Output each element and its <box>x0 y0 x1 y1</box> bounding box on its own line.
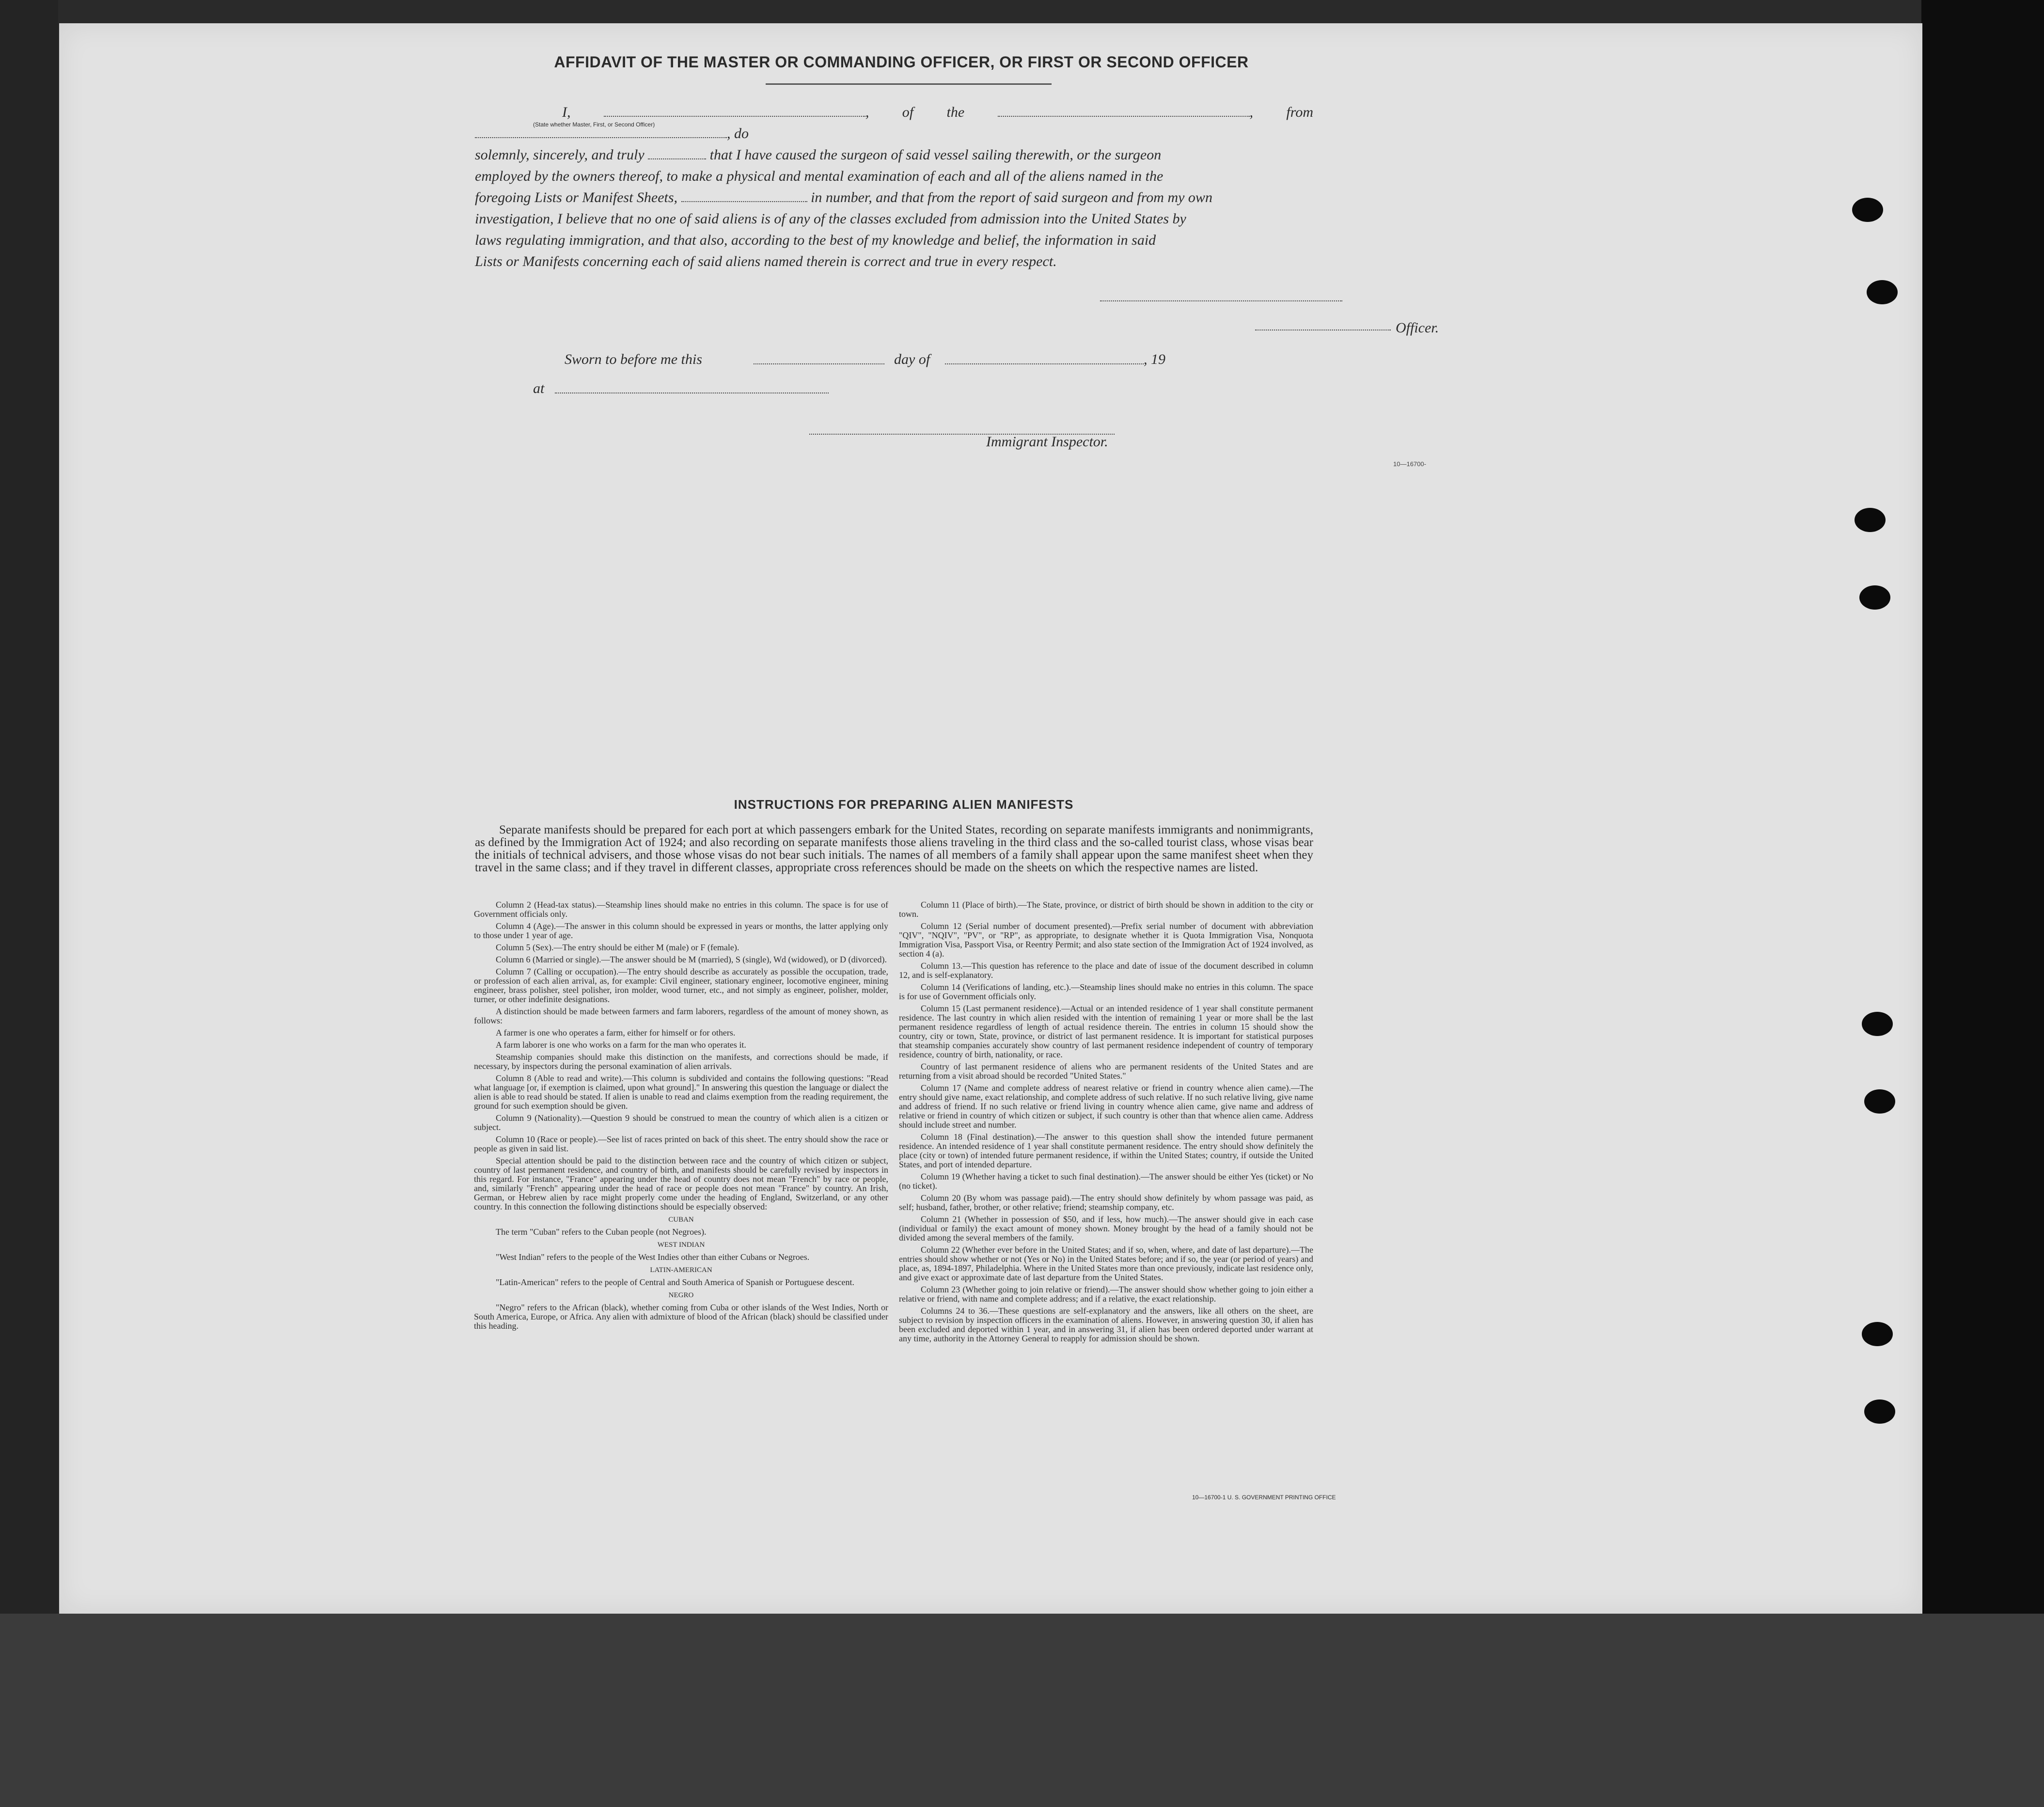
affidavit-line6: laws regulating immigration, and that also, according to the best of my knowledge and belief, the information in said <box>475 232 1156 248</box>
affirm-blank[interactable] <box>648 145 706 159</box>
instruction-paragraph: A farm laborer is one who works on a farm for the man who operates it. <box>496 1040 746 1050</box>
affidavit-line3: employed by the owners thereof, to make a physical and mental examination of each and all of the aliens named in the <box>475 168 1164 184</box>
affidavit-from: , from <box>1249 104 1313 120</box>
affidavit-line4a: foregoing Lists or Manifest Sheets, <box>475 189 678 205</box>
instruction-paragraph: Column 8 (Able to read and write).—This column is subdivided and contains the following questions: "Read what language [or, if exemption is claimed, upon what ground]." In answering this question the language or dialect the alien is able to read should be stated. If alien is unable to read and claims exemption from the reading requirement, the ground for such exemption should be given. <box>474 1073 888 1111</box>
day-of-label: day of <box>894 351 930 367</box>
affidavit-line4b: in number, and that from the report of said surgeon and from my own <box>811 189 1212 205</box>
instruction-paragraph: A farmer is one who operates a farm, either for himself or for others. <box>496 1028 736 1037</box>
west-indian-heading: WEST INDIAN <box>657 1241 705 1249</box>
instruction-paragraph: Column 5 (Sex).—The entry should be either M (male) or F (female). <box>496 943 739 952</box>
instruction-paragraph: Column 2 (Head-tax status).—Steamship lines should make no entries in this column. The space is for use of Government officials only. <box>474 900 888 919</box>
instructions-intro: Separate manifests should be prepared for each port at which passengers embark for the United States, recording on separate manifests immigrants and nonimmigrants, as defined by the Immigration Act of 1924; and also recording on separate manifests those aliens traveling in the third class and the so-called tourist class, whose visas bear the initials of technical advisers, and those whose visas do not bear such initials. The names of all members of a family shall appear upon the same manifest sheet when they travel in the same class; and if they travel in different classes, appropriate cross references should be made on the sheets on which the respective names are listed. <box>475 823 1313 874</box>
cuban-text: The term "Cuban" refers to the Cuban people (not Negroes). <box>496 1227 707 1237</box>
instruction-paragraph: Column 15 (Last permanent residence).—Actual or an intended residence of 1 year shall constitute permanent residence. The last country in which alien resided with the intention of remaining 1 year or more shall be the last permanent residence regardless of length of actual residence therein. The entries in column 15 should show the country, city or town, State, province, or district of last permanent residence. It is important for statistical purposes that steamship companies accurately show country of last permanent residence independent of country of temporary residence, country of birth, nationality, or race. <box>899 1004 1313 1059</box>
scan-border-bottom <box>0 1614 2044 1807</box>
instruction-paragraph: Column 4 (Age).—The answer in this column should be expressed in years or months, the latter applying only to those under 1 year of age. <box>474 921 888 940</box>
affidavit-do: , do <box>727 126 749 141</box>
punch-hole <box>1862 1322 1893 1346</box>
instruction-paragraph: Column 12 (Serial number of document presented).—Prefix serial number of document with abbreviation "QIV", "NQIV", "PV", or "RP", as appropriate, to designate whether it is Quota Immigration Visa, Nonquota Immigration Visa, Passport Visa, or Reentry Permit; and also state section of the Immigration Act of 1924 involved, as section 4 (a). <box>899 921 1313 958</box>
instruction-paragraph: Column 20 (By whom was passage paid).—The entry should show definitely by whom passage was paid, as self; husband, father, brother, or other relative; friend; steamship company, etc. <box>899 1193 1313 1212</box>
instructions-title: INSTRUCTIONS FOR PREPARING ALIEN MANIFESTS <box>734 797 1074 812</box>
punch-hole <box>1862 1012 1893 1036</box>
instruction-paragraph: Column 21 (Whether in possession of $50, and if less, how much).—The answer should give in each case (individual or family) the exact amount of money shown. Money brought by the head of a family should not be divided among the several members of the family. <box>899 1214 1313 1242</box>
instruction-paragraph: Country of last permanent residence of aliens who are permanent residents of the United States and are returning from a visit abroad should be recorded "United States." <box>899 1062 1313 1081</box>
form-code: 10—16700- <box>1393 460 1426 468</box>
instruction-paragraph: Special attention should be paid to the distinction between race and the country of which citizen or subject, country of last permanent residence, and country of birth, and manifests should be carefully revised by inspectors in this regard. For instance, "France" appearing under the head of country does not mean "French" by race or people, and, similarly "French" appearing under the head of race or people does not mean "France" by country. An Irish, German, or Hebrew alien by race might properly come under the heading of England, Switzerland, or any other country. In this connection the following distinctions should be especially observed: <box>474 1156 888 1211</box>
vessel-name-blank[interactable] <box>998 102 1250 117</box>
instruction-paragraph: Column 9 (Nationality).—Question 9 should be construed to mean the country of which alien is a citizen or subject. <box>474 1113 888 1132</box>
affidavit-line7: Lists or Manifests concerning each of said aliens named therein is correct and true in every respect. <box>475 253 1057 269</box>
negro-text: "Negro" refers to the African (black), whether coming from Cuba or other islands of the West Indies, North or South America, Europe, or Africa. Any alien with admixture of blood of the African (black) should be classified under this heading. <box>474 1303 888 1331</box>
instruction-paragraph: Column 19 (Whether having a ticket to such final destination).—The answer should be either Yes (ticket) or No (no ticket). <box>899 1172 1313 1191</box>
scan-border-right <box>1921 0 2044 1807</box>
sworn-label: Sworn to before me this <box>565 351 702 367</box>
instruction-paragraph: Column 14 (Verifications of landing, etc.).—Steamship lines should make no entries in this column. The space is for use of Government officials only. <box>899 982 1313 1001</box>
instruction-paragraph: Column 11 (Place of birth).—The State, province, or district of birth should be shown in addition to the city or town. <box>899 900 1313 919</box>
punch-hole <box>1864 1399 1895 1424</box>
west-indian-text: "West Indian" refers to the people of the West Indies other than either Cubans or Negroes. <box>496 1252 810 1262</box>
instruction-paragraph: Steamship companies should make this distinction on the manifests, and corrections should be made, if necessary, by inspectors during the personal examination of alien arrivals. <box>474 1052 888 1071</box>
instruction-paragraph: Column 6 (Married or single).—The answer should be M (married), S (single), Wd (widowed), or D (divorced). <box>496 955 887 964</box>
instruction-paragraph: A distinction should be made between farmers and farm laborers, regardless of the amount of money shown, as follows: <box>474 1006 888 1025</box>
sworn-day-blank[interactable] <box>754 363 884 364</box>
instructions-left-column <box>474 900 888 1334</box>
year-label: , 19 <box>1144 351 1165 367</box>
affidavit-i: I, <box>562 104 571 120</box>
affidavit-of-the: , of the <box>865 104 965 120</box>
instruction-paragraph: Column 18 (Final destination).—The answer to this question shall show the intended future permanent residence. An intended residence of 1 year shall constitute permanent residence. The entry should show definitely the place (city or town) of intended future permanent residence, if within the United States; country, if outside the United States, and port of intended departure. <box>899 1132 1313 1169</box>
punch-hole <box>1852 198 1883 222</box>
cuban-heading: CUBAN <box>668 1216 694 1224</box>
punch-hole <box>1855 508 1886 532</box>
footer-code: 10—16700-1 U. S. GOVERNMENT PRINTING OFFICE <box>1192 1494 1336 1501</box>
affidavit-line2b: that I have caused the surgeon of said vessel sailing therewith, or the surgeon <box>709 147 1162 163</box>
instruction-paragraph: Column 23 (Whether going to join relative or friend).—The answer should show whether going to join either a relative or friend, with name and complete address; and if a relative, the exact relationship. <box>899 1285 1313 1304</box>
officer-rank-blank[interactable] <box>604 102 865 117</box>
instruction-paragraph: Column 13.—This question has reference to the place and date of issue of the document described in column 12, and is self-explanatory. <box>899 961 1313 980</box>
rank-note: (State whether Master, First, or Second Officer) <box>533 121 655 128</box>
instruction-paragraph: Column 22 (Whether ever before in the United States; and if so, when, where, and date of last departure).—The entries should show whether or not (Yes or No) in the United States before; and if so, the year (or period of years) and place, as, 1894-1897, Philadelphia. Where in the United States more than once previously, indicate last residence only, and give exact or approximate date of last departure from the United States. <box>899 1245 1313 1282</box>
affidavit-title: AFFIDAVIT OF THE MASTER OR COMMANDING OFFICER, OR FIRST OR SECOND OFFICER <box>554 53 1249 71</box>
scan-border-left <box>0 0 58 1807</box>
instruction-paragraph: Column 10 (Race or people).—See list of races printed on back of this sheet. The entry should show the race or people as given in said list. <box>474 1134 888 1153</box>
latin-american-text: "Latin-American" refers to the people of Central and South America of Spanish or Portuguese descent. <box>496 1277 854 1287</box>
instructions-right-column <box>899 900 1313 1346</box>
punch-hole <box>1864 1089 1895 1114</box>
punch-hole <box>1867 280 1898 304</box>
at-label: at <box>533 380 545 396</box>
affidavit-line2a: solemnly, sincerely, and truly <box>475 147 645 163</box>
instruction-paragraph: Column 17 (Name and complete address of nearest relative or friend in country whence alien came).—The entry should give name, exact relationship, and complete address of such relative. If no such relative living, give name and address of friend. If no such relative or friend living in country whence alien came, give name and address of relative or friend in country of which citizen or subject, if such country is other than that whence alien came. Address should include street and number. <box>899 1083 1313 1130</box>
signature-line[interactable] <box>1100 300 1342 301</box>
affidavit-line5: investigation, I believe that no one of said aliens is of any of the classes excluded from admission into the United States by <box>475 211 1186 227</box>
inspector-label: Immigrant Inspector. <box>986 434 1108 450</box>
punch-hole <box>1859 585 1890 610</box>
instruction-paragraph: Column 7 (Calling or occupation).—The entry should describe as accurately as possible the occupation, trade, or profession of each alien arrival, as, for example: Civil engineer, stationary engineer, locomotive engineer, mining engineer, brass polisher, steel polisher, iron molder, wood turner, etc., and not simply as engineer, polisher, molder, turner, or other indefinite designations. <box>474 967 888 1004</box>
title-rule <box>766 83 1052 85</box>
officer-label: Officer. <box>1396 320 1439 336</box>
instruction-paragraph: Columns 24 to 36.—These questions are self-explanatory and the answers, like all others on the sheet, are subject to revision by inspection officers in the examination of aliens. However, in answering question 30, if alien has been excluded and deported within 1 year, and in answering 31, if alien has been ordered deported under warrant at any time, authority in the Attorney General to reapply for admission should be shown. <box>899 1306 1313 1343</box>
latin-american-heading: LATIN-AMERICAN <box>650 1266 712 1274</box>
number-of-sheets-blank[interactable] <box>681 188 807 202</box>
negro-heading: NEGRO <box>668 1291 694 1299</box>
sworn-month-blank[interactable] <box>945 363 1144 364</box>
